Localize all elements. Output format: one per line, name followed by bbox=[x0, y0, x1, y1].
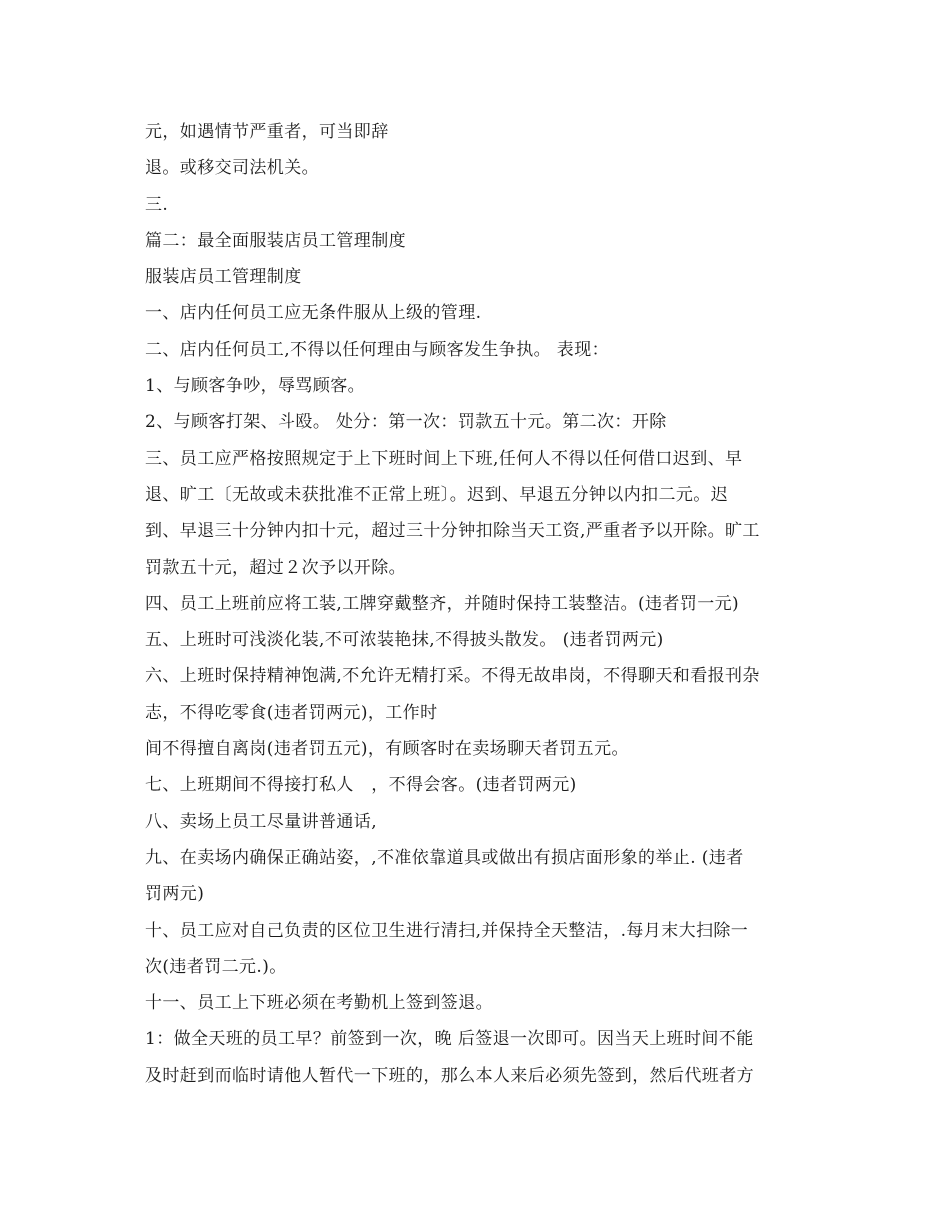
text-line: 及时赶到而临时请他人暂代一下班的，那么本人来后必须先签到，然后代班者方 bbox=[145, 1065, 754, 1086]
text-line: 次(违者罚二元.)。 bbox=[145, 956, 287, 977]
document-body bbox=[145, 114, 810, 1094]
rule-item: 六、上班时保持精神饱满,不允许无精打采。不得无故串岗，不得聊天和看报刊杂 bbox=[145, 666, 760, 687]
rule-subitem: 2、与顾客打架、斗殴。 处分：第一次：罚款五十元。第二次：开除 bbox=[145, 412, 667, 433]
text-line: 志，不得吃零食(违者罚两元)，工作时 bbox=[145, 702, 438, 723]
rule-subitem: 1：做全天班的员工早？前签到一次，晚 后签退一次即可。因当天上班时间不能 bbox=[145, 1029, 754, 1050]
article-title: 篇二：最全面服装店员工管理制度 bbox=[145, 230, 406, 251]
text-line: 到、早退三十分钟内扣十元，超过三十分钟扣除当天工资,严重者予以开除。旷工 bbox=[145, 521, 760, 542]
rule-item: 五、上班时可浅淡化装,不可浓装艳抹,不得披头散发。 (违者罚两元) bbox=[145, 630, 664, 651]
rule-item: 一、店内任何员工应无条件服从上级的管理. bbox=[145, 303, 482, 324]
document-subtitle: 服装店员工管理制度 bbox=[145, 267, 302, 288]
text-line: 元，如遇情节严重者，可当即辞 bbox=[145, 122, 389, 142]
rule-item: 十一、员工上下班必须在考勤机上签到签退。 bbox=[145, 993, 493, 1014]
rule-item: 三、员工应严格按照规定于上下班时间上下班,任何人不得以任何借口迟到、早 bbox=[145, 448, 743, 469]
rule-subitem: 1、与顾客争吵，辱骂顾客。 bbox=[145, 376, 366, 397]
text-line: 退。或移交司法机关。 bbox=[145, 158, 319, 179]
rule-item: 九、在卖场内确保正确站姿，,不准依靠道具或做出有损店面形象的举止. (违者 bbox=[145, 847, 744, 868]
rule-item: 二、店内任何员工,不得以任何理由与顾客发生争执。 表现： bbox=[145, 339, 610, 360]
text-line: 罚款五十元，超过２次予以开除。 bbox=[145, 557, 406, 578]
text-line: 间不得擅自离岗(违者罚五元)，有顾客时在卖场聊天者罚五元。 bbox=[145, 739, 629, 760]
rule-item: 七、上班期间不得接打私人 ，不得会客。(违者罚两元) bbox=[145, 775, 577, 796]
text-line: 罚两元) bbox=[145, 884, 205, 905]
rule-item: 十、员工应对自己负责的区位卫生进行清扫,并保持全天整洁，.每月末大扫除一 bbox=[145, 920, 749, 941]
section-marker: 三. bbox=[145, 194, 169, 215]
rule-item: 四、员工上班前应将工装,工牌穿戴整齐，并随时保持工装整洁。(违者罚一元) bbox=[145, 593, 740, 614]
text-line: 退、旷工〔无故或未获批准不正常上班〕。迟到、早退五分钟以内扣二元。迟 bbox=[145, 484, 729, 505]
rule-item: 八、卖场上员工尽量讲普通话, bbox=[145, 811, 378, 832]
